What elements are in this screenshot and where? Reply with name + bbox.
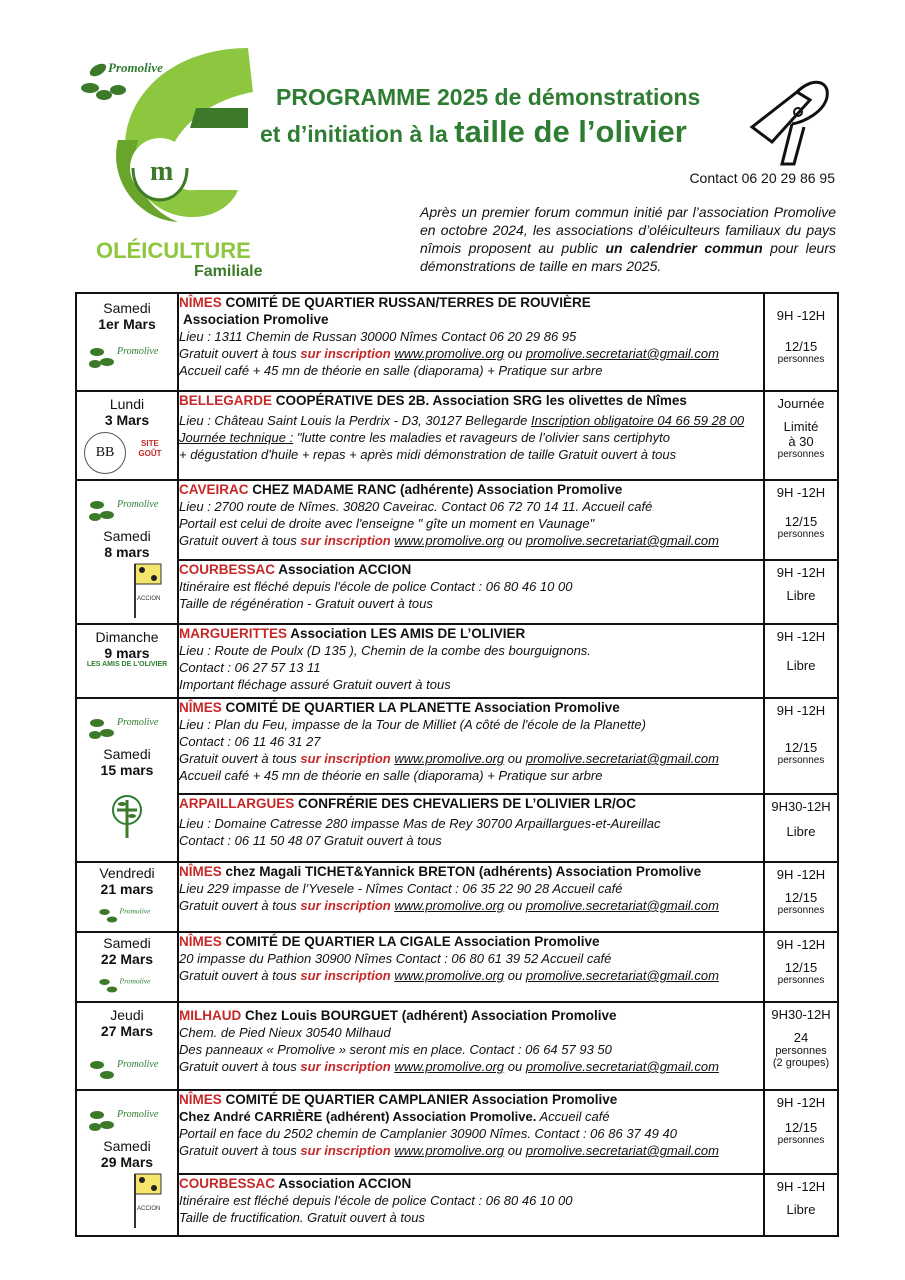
promolive-olive-icon (85, 485, 169, 525)
event-cell: MILHAUD Chez Louis BOURGUET (adhérent) Association Promolive Chem. de Pied Nieux 30540 Milhaud Des panneaux « Promolive » seront mis en place. Contact : 06 64 57 93 50 Gratuit ouvert à tous sur inscription www.promolive.org ou promolive.secretariat@gmail.com (178, 1002, 764, 1090)
pruning-shears-icon (742, 72, 834, 168)
event-cell: CAVEIRAC CHEZ MADAME RANC (adhérente) Association Promolive Lieu : 2700 route de Nîmes. 30820 Caveirac. Contact 06 72 70 14 11. Accueil café Portail est celui de droite avec l'enseigne " gîte un moment en Vaunage" Gratuit ouvert à tous sur inscription www.promolive.org ou promolive.secretariat@gmail.com (178, 480, 764, 560)
promolive-olive-icon (85, 1095, 169, 1135)
promolive-olive-icon (85, 703, 169, 743)
amis-olivier-logo: LES AMIS DE L'OLIVIER (86, 661, 168, 668)
event-cell: MARGUERITTES Association LES AMIS DE L’OLIVIER Lieu : Route de Poulx (D 135 ), Chemin de la combe des bourguignons. Contact : 06 27 57 13 11 Important fléchage assuré Gratuit ouvert à tous (178, 624, 764, 698)
hours-cell: 9H -12H 12/15 personnes (764, 480, 838, 560)
hours-cell: 9H -12H 12/15 personnes (764, 932, 838, 1002)
table-row (76, 480, 838, 560)
hours-cell: 9H -12H 12/15 personnes (764, 1090, 838, 1174)
bb-logo-icon: BB (84, 432, 126, 474)
event-cell: NÎMES COMITÉ DE QUARTIER LA CIGALE Association Promolive 20 impasse du Pathion 30900 Nîmes Contact : 06 80 61 39 52 Accueil café Gratuit ouvert à tous sur inscription www.promolive.org ou promolive.secretariat@gmail.com (178, 932, 764, 1002)
svg-text:m: m (150, 156, 174, 187)
title-part-b: taille de l’olivier (454, 114, 687, 149)
hours-cell: 9H -12H Libre (764, 624, 838, 698)
hours-cell: 9H -12H 12/15 personnes (764, 293, 838, 391)
table-row (76, 391, 838, 480)
logo-line1: OLÉICULTURE (96, 238, 251, 263)
table-row (76, 624, 838, 698)
svg-text:Promolive: Promolive (117, 1109, 159, 1120)
event-cell: ARPAILLARGUES CONFRÉRIE DES CHEVALIERS DE L’OLIVIER LR/OC Lieu : Domaine Catresse 280 impasse Mas de Rey 30700 Arpaillargues-et-Aureillac Contact : 06 11 50 48 07 Gratuit ouvert à tous (178, 794, 764, 862)
event-cell: COURBESSAC Association ACCION Itinéraire est fléché depuis l'école de police Contact : 06 80 46 10 00 Taille de régénération - Gratuit ouvert à tous (178, 560, 764, 624)
oleiculture-familiale-logo (78, 40, 288, 285)
day-cell: Samedi 22 Mars Promolive (76, 932, 178, 1002)
promolive-olive-icon (85, 967, 169, 997)
svg-text:Promolive: Promolive (117, 1059, 159, 1070)
hours-cell: 9H -12H Libre (764, 560, 838, 624)
day-cell: Lundi 3 Mars BB SITE GOÛT (76, 391, 178, 480)
table-row (76, 932, 838, 1002)
hours-cell: 9H -12H Libre (764, 1174, 838, 1236)
hours-cell: 9H30-12H Libre (764, 794, 838, 862)
promolive-olive-icon (85, 1045, 169, 1085)
table-row (76, 794, 838, 862)
intro-paragraph: Après un premier forum commun initié par l’association Promolive en octobre 2024, les associations d’oléiculteurs familiaux du pays nîmois proposent au public un calendrier commun pour leurs démonstrations de taille en mars 2025. (420, 204, 836, 274)
hours-cell: 9H -12H 12/15 personnes (764, 698, 838, 794)
hours-cell: 9H -12H 12/15 personnes (764, 862, 838, 932)
promolive-olive-icon (85, 332, 169, 372)
day-cell: Promolive Samedi 29 Mars ACCION (76, 1090, 178, 1236)
table-row (76, 293, 838, 391)
day-cell: Promolive Samedi 15 mars (76, 698, 178, 862)
accion-flag-icon (127, 560, 167, 620)
svg-text:Promolive: Promolive (117, 499, 159, 510)
svg-text:ACCION: ACCION (137, 1206, 161, 1212)
logo-promolive-text: Promolive (108, 60, 163, 75)
chevaliers-olivier-logo-icon (102, 788, 152, 848)
table-row (76, 1174, 838, 1236)
day-cell: Vendredi 21 mars Promolive (76, 862, 178, 932)
title-part-a: et d’initiation à la (260, 121, 455, 147)
hours-cell: 9H30-12H 24 personnes (2 groupes) (764, 1002, 838, 1090)
table-row (76, 1002, 838, 1090)
day-cell: Samedi 1er Mars Promolive (76, 293, 178, 391)
svg-text:Promolive: Promolive (119, 976, 151, 986)
svg-text:ACCION: ACCION (137, 596, 161, 602)
event-cell: NÎMES COMITÉ DE QUARTIER RUSSAN/TERRES DE ROUVIÈRE Association Promolive Lieu : 1311 Chemin de Russan 30000 Nîmes Contact 06 20 29 86 95 Gratuit ouvert à tous sur inscription www.promolive.org ou promolive.secretariat@gmail.com Accueil café + 45 mn de théorie en salle (diaporama) + Pratique sur arbre (178, 293, 764, 391)
event-cell: NÎMES chez Magali TICHET&Yannick BRETON (adhérents) Association Promolive Lieu 229 impasse de l’Yvesele - Nîmes Contact : 06 35 22 90 28 Accueil café Gratuit ouvert à tous sur inscription www.promolive.org ou promolive.secretariat@gmail.com (178, 862, 764, 932)
page-title-line1: PROGRAMME 2025 de démonstrations (276, 84, 701, 110)
event-cell: NÎMES COMITÉ DE QUARTIER CAMPLANIER Association Promolive Chez André CARRIÈRE (adhérent) Association Promolive. Accueil café Portail en face du 2502 chemin de Camplanier 30900 Nîmes. Contact : 06 86 37 49 40 Gratuit ouvert à tous sur inscription www.promolive.org ou promolive.secretariat@gmail.com (178, 1090, 764, 1174)
svg-text:Promolive: Promolive (117, 717, 159, 728)
promolive-olive-icon (85, 897, 169, 927)
table-row (76, 1090, 838, 1174)
svg-text:Promolive: Promolive (119, 906, 151, 916)
logo-line2: Familiale (194, 263, 263, 280)
table-row (76, 698, 838, 794)
table-row (76, 862, 838, 932)
day-cell: Promolive Samedi 8 mars ACCION (76, 480, 178, 624)
accion-flag-icon (127, 1170, 167, 1230)
contact-phone: Contact 06 20 29 86 95 (689, 170, 835, 186)
event-cell: COURBESSAC Association ACCION Itinéraire est fléché depuis l'école de police Contact : 06 80 46 10 00 Taille de fructification. Gratuit ouvert à tous (178, 1174, 764, 1236)
day-cell: Dimanche 9 mars LES AMIS DE L'OLIVIER (76, 624, 178, 698)
hours-cell: Journée Limité à 30 personnes (764, 391, 838, 480)
table-row (76, 560, 838, 624)
event-cell: NÎMES COMITÉ DE QUARTIER LA PLANETTE Association Promolive Lieu : Plan du Feu, impasse de la Tour de Milliet (A côté de l'école de la Planette) Contact : 06 11 46 31 27 Gratuit ouvert à tous sur inscription www.promolive.org ou promolive.secretariat@gmail.com Accueil café + 45 mn de théorie en salle (diaporama) + Pratique sur arbre (178, 698, 764, 794)
event-cell: BELLEGARDE COOPÉRATIVE DES 2B. Association SRG les olivettes de Nîmes Lieu : Château Saint Louis la Perdrix - D3, 30127 Bellegarde Inscription obligatoire 04 66 59 28 00 Journée technique : "lutte contre les maladies et ravageurs de l’olivier sans certiphyto + dégustation d'huile + repas + après midi démonstration de taille Gratuit ouvert à tous (178, 391, 764, 480)
page-title-line2 (260, 114, 687, 150)
site-gout-logo-icon: SITE GOÛT (138, 439, 162, 458)
program-table (75, 292, 839, 1237)
svg-text:Promolive: Promolive (117, 346, 159, 357)
day-cell: Jeudi 27 Mars Promolive (76, 1002, 178, 1090)
